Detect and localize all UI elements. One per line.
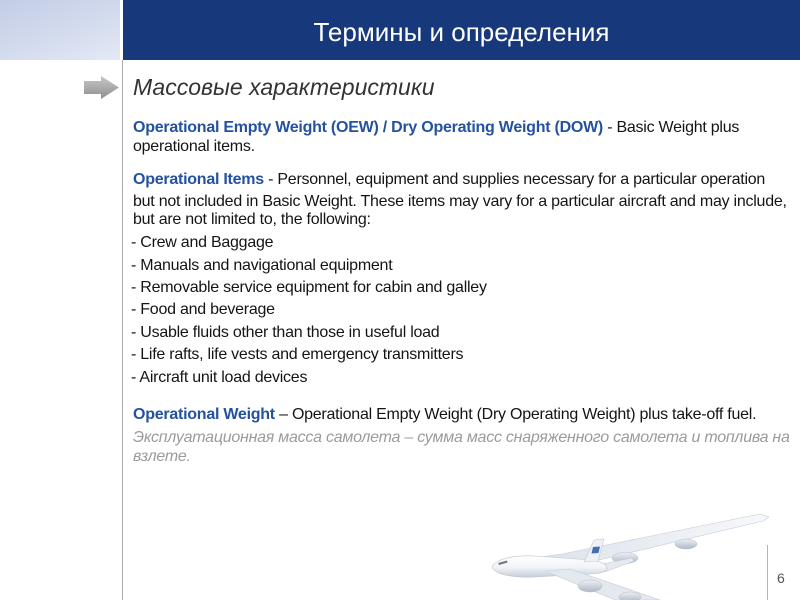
title-bar — [123, 0, 800, 60]
airplane-engine — [675, 539, 697, 549]
term-oew: Operational Empty Weight (OEW) / Dry Operating Weight (DOW) — [133, 119, 603, 136]
translation-line: взлете. — [133, 448, 191, 465]
definition-line: operational items. — [133, 138, 255, 155]
definition-line — [133, 118, 739, 138]
slide-title: Термины и определения — [313, 17, 610, 47]
definition-line — [133, 405, 756, 425]
page-number-divider — [767, 545, 768, 600]
airplane-engine — [578, 580, 602, 592]
airplane-far-wing — [540, 514, 769, 565]
term-operational-weight: Operational Weight — [133, 406, 275, 423]
arrow-shape — [84, 76, 119, 99]
arrow-right-icon — [82, 74, 122, 102]
section-subtitle: Массовые характеристики — [133, 74, 435, 100]
airplane-near-wing — [545, 569, 660, 600]
definition-line: but not included in Basic Weight. These items may vary for a particular aircraft and may include, — [133, 193, 787, 210]
corner-panel — [0, 0, 120, 60]
vertical-divider — [122, 60, 123, 600]
page-number: 6 — [777, 570, 785, 586]
definition-line: but are not limited to, the following: — [133, 211, 371, 228]
term-operational-items: Operational Items — [133, 171, 264, 188]
list-item: - Life rafts, life vests and emergency transmitters — [131, 346, 464, 363]
list-item: - Crew and Baggage — [131, 234, 274, 251]
list-item: - Usable fluids other than those in useful load — [131, 324, 440, 341]
definition-line — [133, 170, 765, 190]
list-item: - Aircraft unit load devices — [131, 369, 308, 386]
airplane-engine — [619, 592, 641, 600]
definition-text: - Basic Weight plus — [607, 119, 740, 136]
definition-text: – Operational Empty Weight (Dry Operating Weight) plus take-off fuel. — [279, 406, 757, 423]
list-item: - Manuals and navigational equipment — [131, 257, 393, 274]
airplane-icon — [490, 505, 770, 600]
translation-line: Эксплуатационная масса самолета – сумма масс снаряженного самолета и топлива на — [133, 429, 790, 446]
list-item: - Food and beverage — [131, 301, 275, 318]
definition-text: - Personnel, equipment and supplies necessary for a particular operation — [268, 171, 766, 188]
list-item: - Removable service equipment for cabin and galley — [131, 279, 487, 296]
